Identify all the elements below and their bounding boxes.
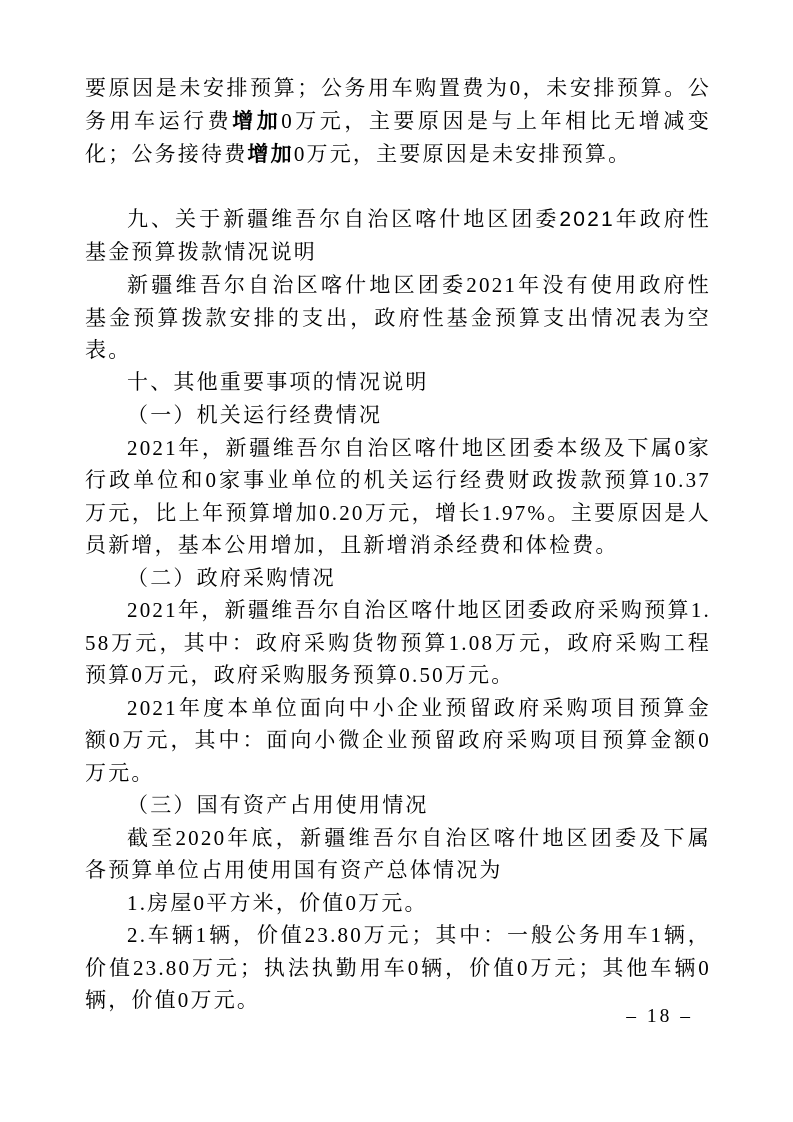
- subsection-3-heading: （三）国有资产占用使用情况: [127, 793, 429, 817]
- page-number: – 18 –: [626, 1006, 693, 1027]
- section-9-paragraph: 新疆维吾尔自治区喀什地区团委2021年没有使用政府性基金预算拨款安排的支出，政府性基金预算支出情况表为空表。: [85, 273, 711, 362]
- bold-text-run: 增加: [247, 143, 294, 166]
- text-run: 0万元，主要原因是未安排预算。: [293, 142, 632, 166]
- subsection-2-heading: （二）政府采购情况: [127, 565, 336, 590]
- subsection-2-paragraph-2: 2021年度本单位面向中小企业预留政府采购项目预算金额0万元，其中：面向小微企业预留政府采购项目预算金额0万元。: [85, 695, 711, 785]
- subsection-1-heading: （一）机关运行经费情况: [127, 403, 383, 427]
- subsection-3-paragraph: 截至2020年底，新疆维吾尔自治区喀什地区团委及下属各预算单位占用使用国有资产总体情况为: [85, 825, 711, 882]
- document-body: [85, 72, 711, 1017]
- subsection-2-paragraph-1: 2021年，新疆维吾尔自治区喀什地区团委政府采购预算1.58万元，其中：政府采购货物预算1.08万元，政府采购工程预算0万元，政府采购服务预算0.50万元。: [85, 598, 711, 687]
- text-run: 要原因是未安排预算；公务用车购置费为0，未安排预算。公务用车运行费: [85, 76, 711, 133]
- asset-item-vehicles: 2.车辆1辆，价值23.80万元；其中：一般公务用车1辆，价值23.80万元；执法执勤用车0辆，价值0万元；其他车辆0辆，价值0万元。: [85, 923, 711, 1012]
- asset-item-housing: 1.房屋0平方米，价值0万元。: [127, 890, 428, 915]
- subsection-1-paragraph: 2021年，新疆维吾尔自治区喀什地区团委本级及下属0家行政单位和0家事业单位的机关运行经费财政拨款预算10.37万元，比上年预算增加0.20万元，增长1.97%。主要原因是人员新增，基本公用增加，且新增消杀经费和体检费。: [85, 435, 711, 557]
- section-10-heading: 十、其他重要事项的情况说明: [127, 370, 429, 394]
- bold-text-run: 增加: [232, 109, 282, 133]
- text-run: 0万元，主要原因是与上年相比无增减变化；公务接待费: [85, 108, 711, 166]
- section-9-heading: 九、关于新疆维吾尔自治区喀什地区团委2021年政府性基金预算拨款情况说明: [85, 208, 711, 264]
- carryover-paragraph: [85, 72, 711, 172]
